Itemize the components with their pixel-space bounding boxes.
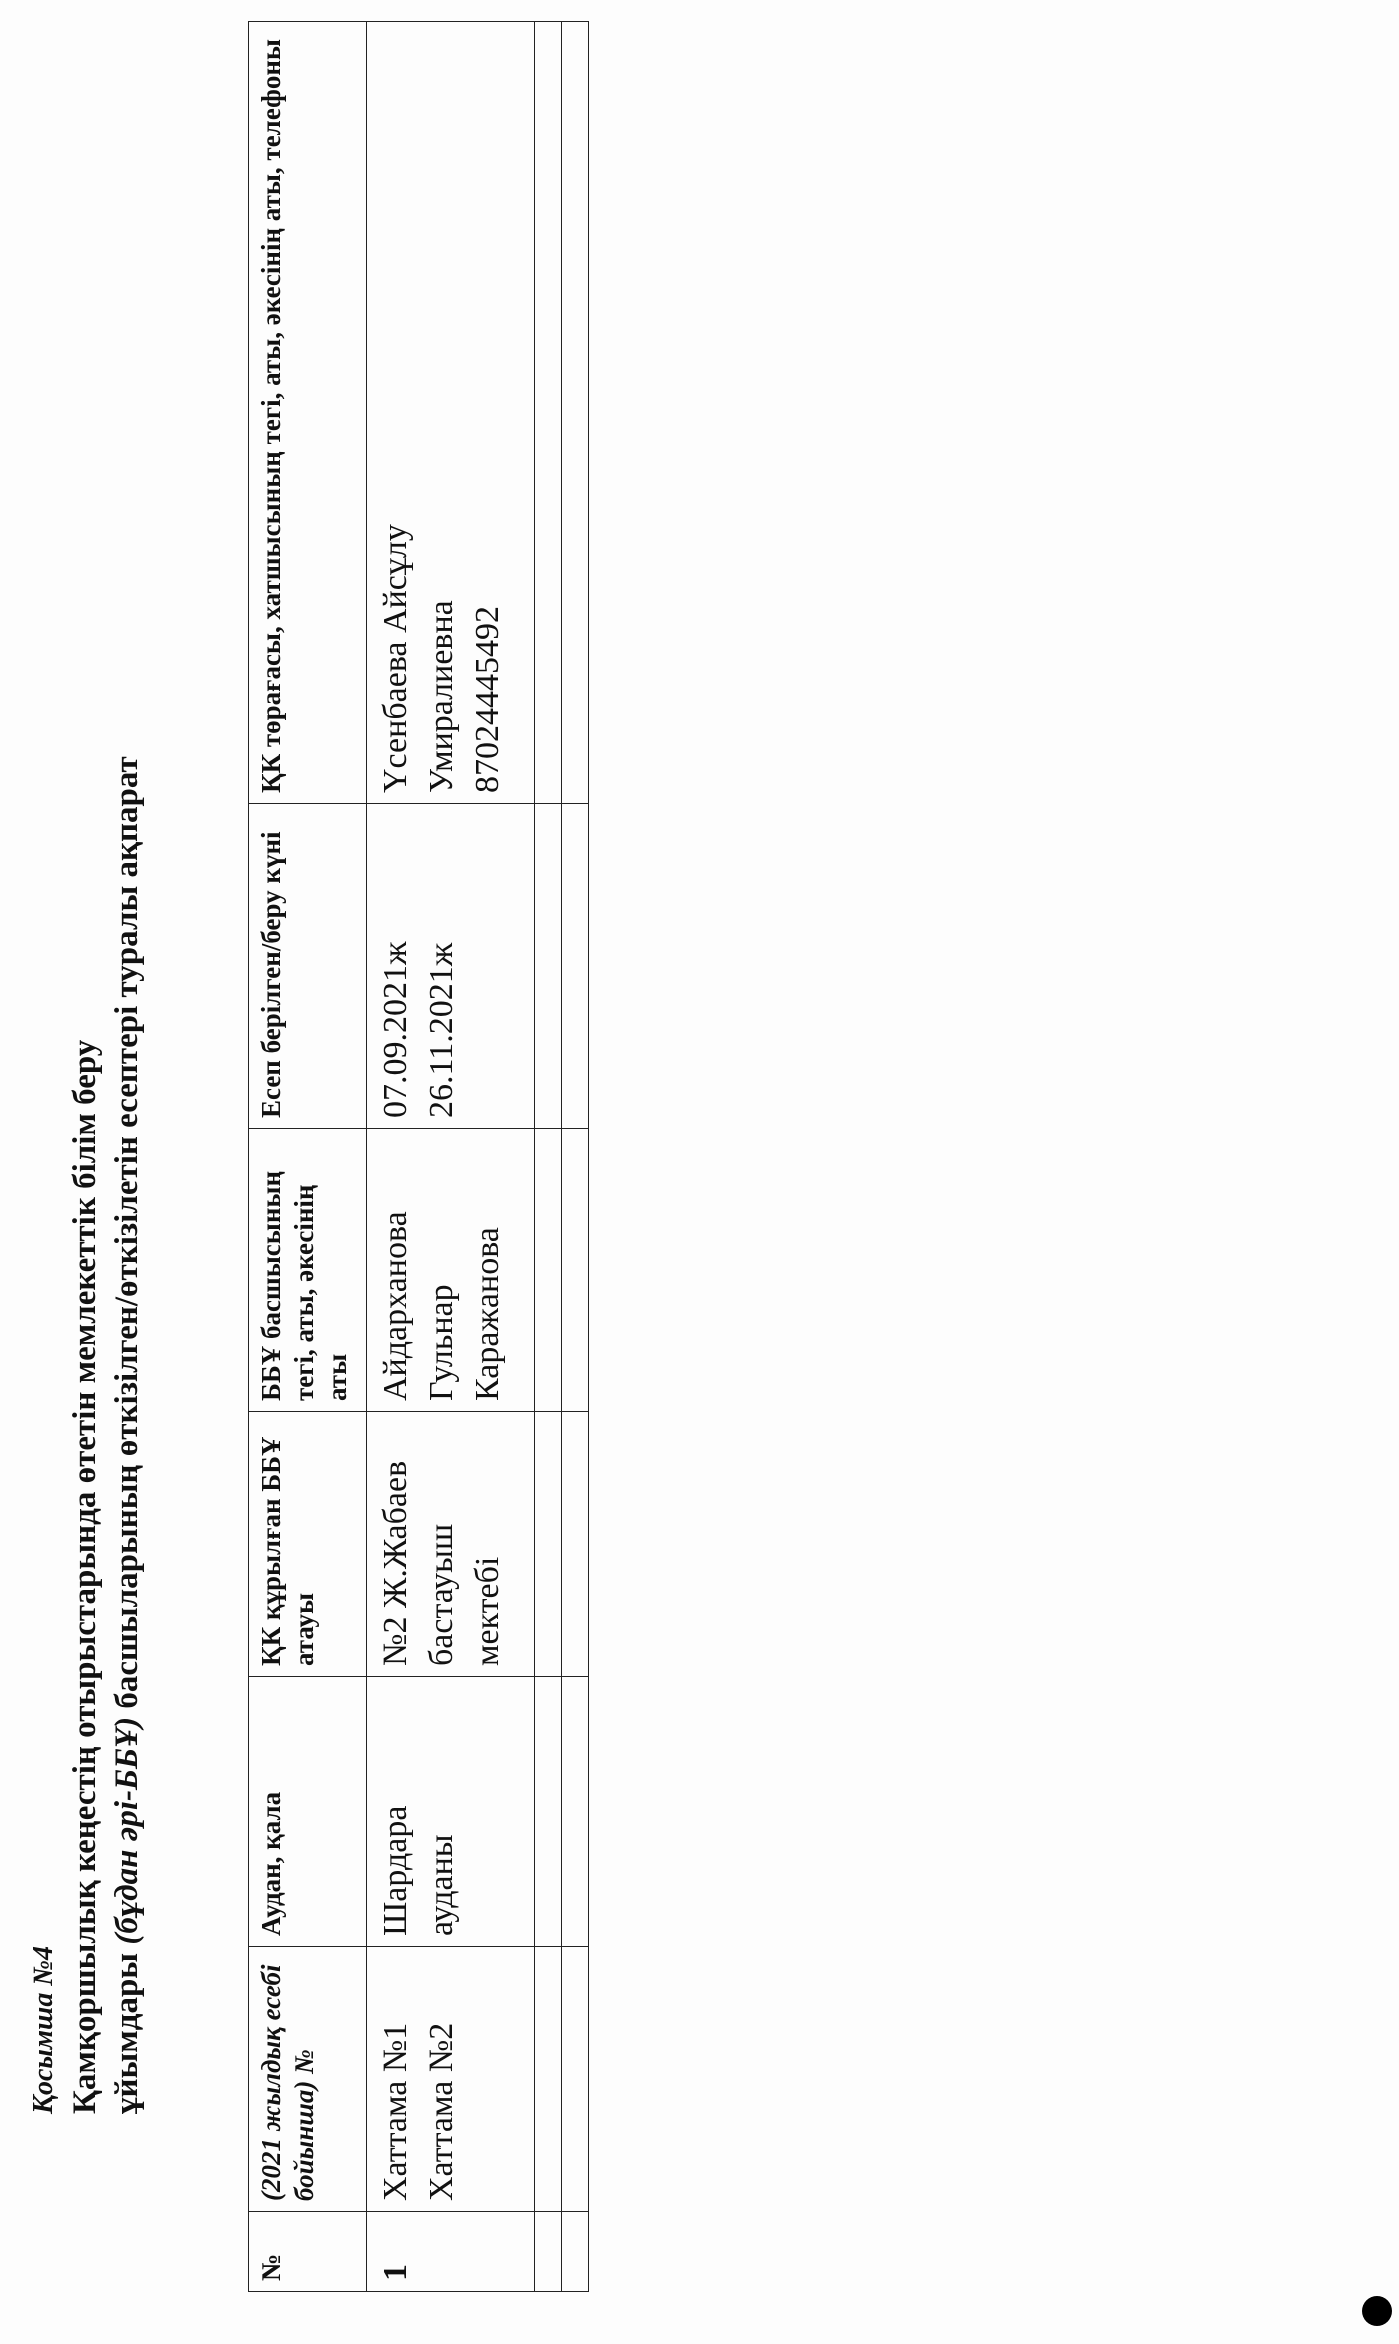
cell-head-name — [367, 1129, 535, 1412]
document-title-line-1: Қамқоршылық кеңестің отырыстарында өтетін мемлекеттік білім беру — [67, 1039, 103, 2114]
appendix-label: Қосымша №4 — [28, 1946, 59, 2114]
table-header-row — [249, 22, 367, 2292]
header-district: Аудан, қала — [249, 1677, 367, 1947]
head-name-line-1: Айдарханова — [377, 1211, 414, 1401]
title-line-2-end: басшыларының өткізілген/өткізілетін есептері туралы ақпарат — [109, 756, 145, 1717]
protocol-line-1: Хаттама №1 — [377, 2022, 414, 2201]
header-report-date: Есеп берілген/беру күні — [249, 804, 367, 1129]
cell-protocol — [367, 1947, 535, 2212]
cell-chair-contact — [367, 22, 535, 804]
head-name-line-2: Гульнар — [423, 1284, 460, 1401]
organization-line-3: мектебі — [469, 1556, 506, 1666]
table-row-empty — [562, 22, 589, 2292]
district-line-1: Шардара — [377, 1805, 414, 1936]
protocol-line-2: Хаттама №2 — [423, 2022, 460, 2201]
table-row — [367, 22, 535, 2292]
header-num: № — [249, 2212, 367, 2292]
title-line-2-start: ұйымдары — [109, 1944, 145, 2114]
report-date-line-2: 26.11.2021ж — [423, 942, 460, 1118]
header-chair-contact: ҚК төрағасы, хатшысының тегі, аты, әкесінің аты, телефоны — [249, 22, 367, 804]
report-table — [248, 21, 589, 2292]
head-name-line-3: Каражанова — [469, 1227, 506, 1401]
cell-organization — [367, 1412, 535, 1677]
organization-line-1: №2 Ж.Жабаев — [377, 1460, 414, 1666]
district-line-2: ауданы — [423, 1834, 460, 1936]
row-number: 1 — [367, 2212, 535, 2292]
document-title-line-2 — [106, 114, 148, 2114]
punch-hole-mark — [1362, 2296, 1392, 2326]
cell-report-date — [367, 804, 535, 1129]
header-protocol: (2021 жылдық есебі бойынша) № — [249, 1947, 367, 2212]
organization-line-2: бастауыш — [423, 1523, 460, 1666]
table-row-empty — [535, 22, 562, 2292]
header-organization: ҚК құрылған ББҰ атауы — [249, 1412, 367, 1677]
chair-line-1: Үсенбаева Айсұлу — [377, 524, 414, 793]
cell-district — [367, 1677, 535, 1947]
document-heading — [28, 114, 148, 2114]
title-line-2-italic: (бұдан әрі-ББҰ) — [109, 1716, 145, 1945]
chair-line-3: 87024445492 — [469, 606, 506, 793]
chair-line-2: Умиралиевна — [423, 600, 460, 793]
header-head-name: ББҰ басшысының тегі, аты, әкесінің аты — [249, 1129, 367, 1412]
report-date-line-1: 07.09.2021ж — [377, 941, 414, 1118]
